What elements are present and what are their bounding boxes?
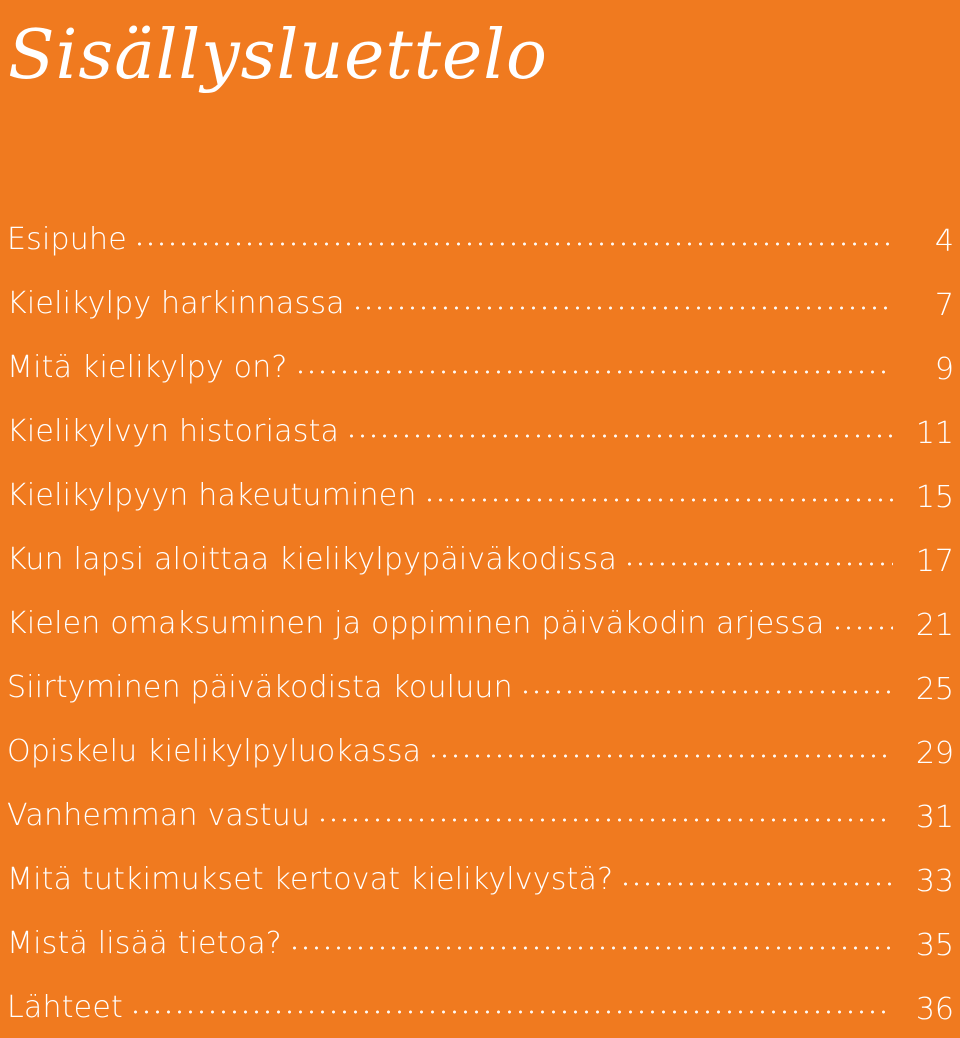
table-of-contents <box>0 206 960 1038</box>
toc-entry-main <box>7 478 893 514</box>
toc-entry-kielikylvyn-historiasta[interactable] <box>0 398 960 462</box>
toc-entry-label: Lähteet <box>7 990 123 1025</box>
toc-entry-kielen-omaksuminen[interactable] <box>0 590 960 654</box>
toc-entry-page-number: 9 <box>934 352 954 387</box>
toc-entry-page-number: 35 <box>915 928 954 963</box>
toc-entry-main <box>7 414 893 450</box>
toc-entry-label: Kielen omaksuminen ja oppiminen päiväkodin arjessa <box>7 606 825 641</box>
dotted-leader <box>289 943 893 953</box>
toc-entry-label: Kun lapsi aloittaa kielikylpypäiväkodissa <box>7 542 618 577</box>
toc-entry-label: Siirtyminen päiväkodista kouluun <box>7 670 513 705</box>
toc-entry-label: Vanhemman vastuu <box>7 798 311 833</box>
toc-entry-esipuhe[interactable] <box>0 206 960 270</box>
toc-entry-main <box>7 286 893 322</box>
dotted-leader <box>134 239 893 249</box>
toc-entry-main <box>7 542 893 578</box>
toc-entry-main <box>7 606 893 642</box>
toc-entry-main <box>7 926 893 962</box>
dotted-leader <box>520 687 893 697</box>
toc-entry-mita-kielikylpy-on[interactable] <box>0 334 960 398</box>
toc-entry-opiskelu-kielikylpyluokassa[interactable] <box>0 718 960 782</box>
toc-entry-tutkimukset[interactable] <box>0 846 960 910</box>
toc-entry-page-number: 21 <box>915 608 954 643</box>
toc-entry-kielikylpyyn-hakeutuminen[interactable] <box>0 462 960 526</box>
dotted-leader <box>428 751 893 761</box>
toc-entry-label: Mitä tutkimukset kertovat kielikylvystä? <box>7 862 614 897</box>
toc-entry-lahteet[interactable] <box>0 974 960 1038</box>
toc-entry-page-number: 33 <box>915 864 954 899</box>
toc-entry-kun-lapsi-aloittaa[interactable] <box>0 526 960 590</box>
toc-entry-main <box>7 798 893 834</box>
page-title: Sisällysluettelo <box>8 16 548 95</box>
toc-entry-page-number: 25 <box>915 672 954 707</box>
toc-entry-page-number: 15 <box>915 480 954 515</box>
toc-entry-label: Kielikylvyn historiasta <box>7 414 340 449</box>
dotted-leader <box>624 559 893 569</box>
toc-entry-label: Mistä lisää tietoa? <box>7 926 282 961</box>
toc-entry-mista-lisaa-tietoa[interactable] <box>0 910 960 974</box>
dotted-leader <box>295 367 893 377</box>
toc-entry-label: Mitä kielikylpy on? <box>7 350 288 385</box>
toc-entry-label: Opiskelu kielikylpyluokassa <box>7 734 422 769</box>
dotted-leader <box>620 879 893 889</box>
toc-entry-main <box>7 222 893 258</box>
dotted-leader <box>832 623 893 633</box>
toc-entry-label: Kielikylpyyn hakeutuminen <box>7 478 417 513</box>
toc-entry-kielikylpy-harkinnassa[interactable] <box>0 270 960 334</box>
toc-entry-main <box>7 670 893 706</box>
toc-entry-page-number: 29 <box>915 736 954 771</box>
toc-entry-main <box>7 734 893 770</box>
toc-entry-main <box>7 862 893 898</box>
toc-entry-page-number: 31 <box>915 800 954 835</box>
toc-entry-page-number: 11 <box>915 416 954 451</box>
toc-entry-main <box>7 990 893 1026</box>
toc-entry-page-number: 17 <box>915 544 954 579</box>
dotted-leader <box>352 303 893 313</box>
toc-entry-vanhemman-vastuu[interactable] <box>0 782 960 846</box>
toc-entry-siirtyminen-kouluun[interactable] <box>0 654 960 718</box>
toc-entry-label: Kielikylpy harkinnassa <box>7 286 345 321</box>
toc-entry-label: Esipuhe <box>7 222 127 257</box>
toc-entry-page-number: 36 <box>915 992 954 1027</box>
toc-entry-main <box>7 350 893 386</box>
dotted-leader <box>317 815 893 825</box>
dotted-leader <box>424 495 893 505</box>
toc-entry-page-number: 7 <box>934 288 954 323</box>
dotted-leader <box>346 431 893 441</box>
dotted-leader <box>130 1007 893 1017</box>
toc-entry-page-number: 4 <box>934 224 954 259</box>
